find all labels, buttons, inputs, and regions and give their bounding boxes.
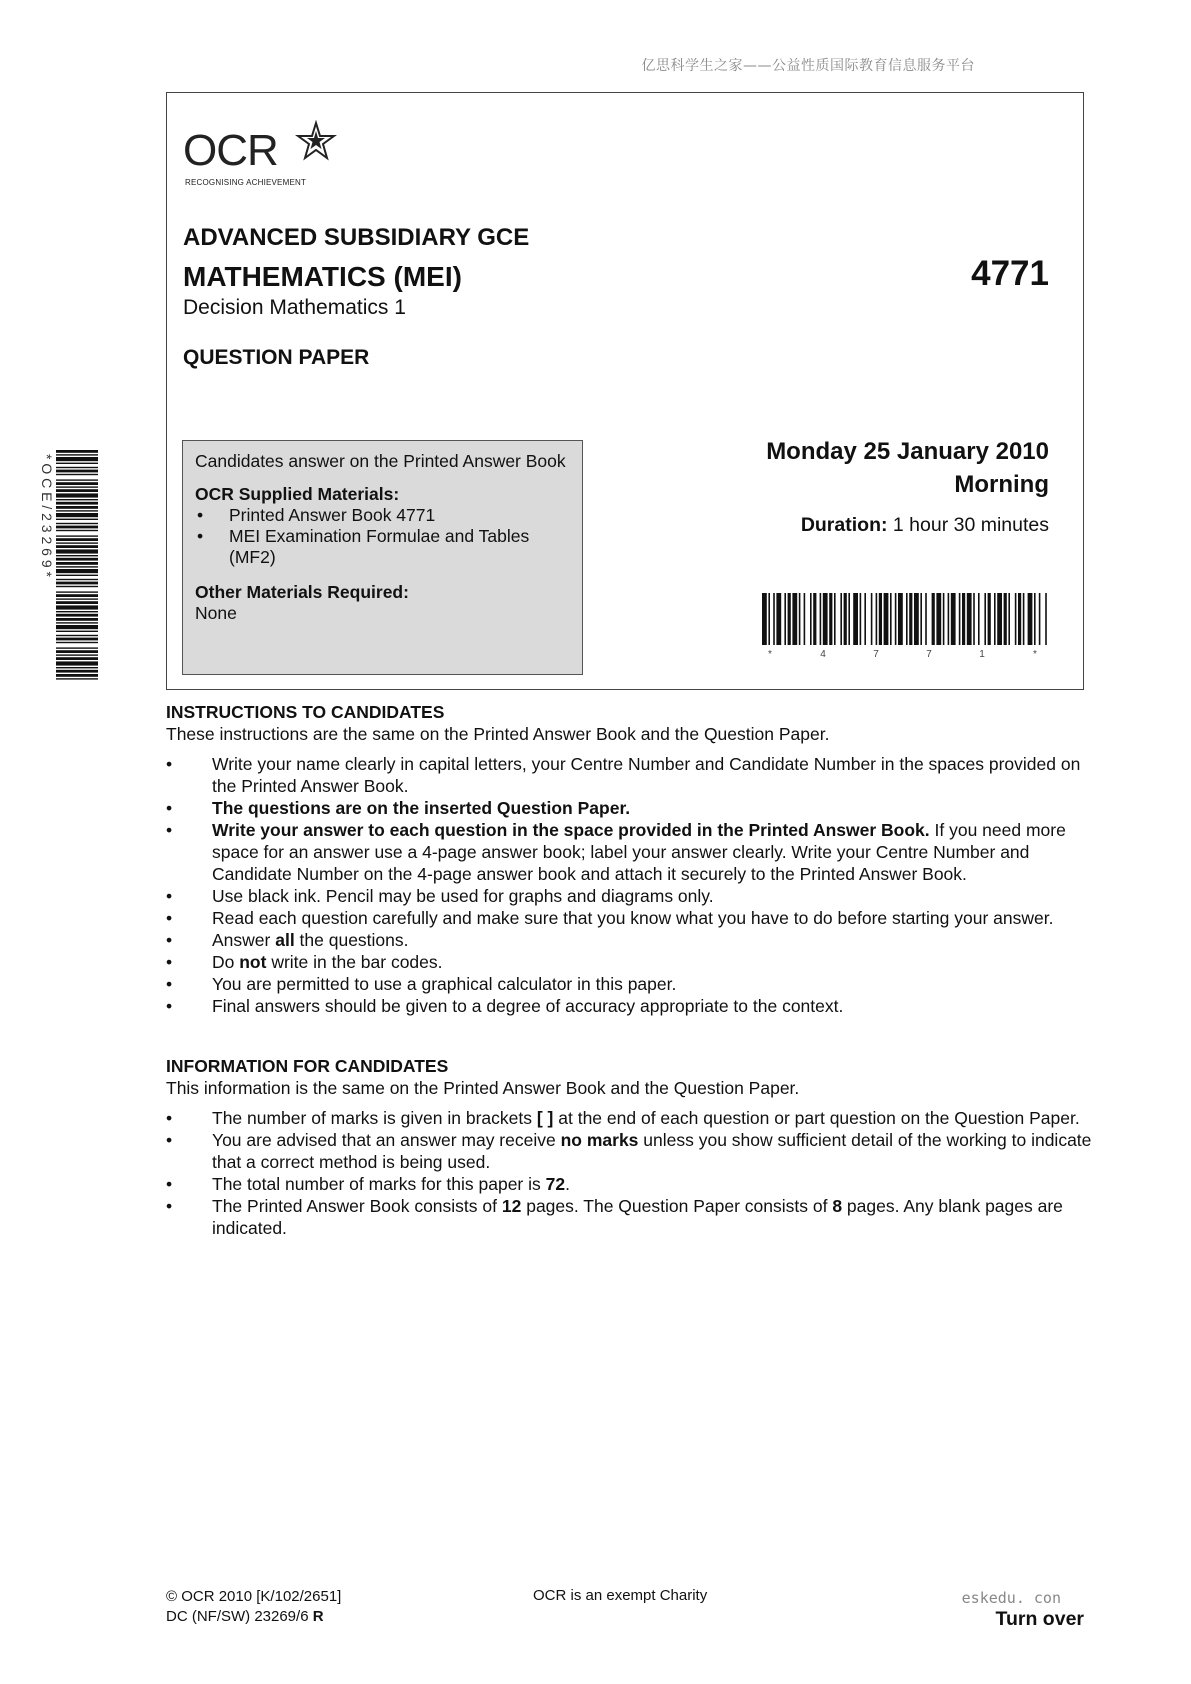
- bullet: •: [166, 930, 173, 950]
- information-text: The Printed Answer Book consists of: [212, 1196, 502, 1216]
- side-barcode-bar: [56, 657, 98, 660]
- instruction-item: [166, 973, 1096, 995]
- side-barcode-bar: [56, 562, 98, 565]
- unit-title: Decision Mathematics 1: [183, 296, 406, 319]
- barcode-bar: [925, 593, 927, 645]
- supplied-list: [195, 505, 570, 568]
- answer-note: Candidates answer on the Printed Answer Book: [195, 451, 566, 471]
- bullet: •: [166, 886, 173, 906]
- side-barcode-bar: [56, 535, 98, 536]
- side-barcode-bar: [56, 674, 98, 677]
- side-barcode-bar: [56, 467, 98, 468]
- barcode: [762, 593, 1047, 658]
- barcode-bar: [994, 593, 996, 645]
- information-tail: pages. Any blank pages are indicated.: [212, 1196, 1063, 1238]
- duration: [801, 514, 1049, 537]
- qualification-level: ADVANCED SUBSIDIARY GCE: [183, 224, 530, 251]
- side-barcode-bar: [56, 545, 98, 548]
- barcode-bar: [810, 593, 812, 645]
- barcode-bar: [848, 593, 850, 645]
- barcode-bar: [804, 593, 806, 645]
- side-barcode-bar: [56, 670, 98, 673]
- information-section: [166, 1055, 1096, 1239]
- side-barcode-bar: [56, 493, 98, 497]
- side-barcode-bar: [56, 506, 98, 509]
- side-barcode-bar: [56, 667, 98, 668]
- barcode-bar: [1034, 593, 1036, 645]
- side-barcode-bar: [56, 650, 98, 653]
- side-barcode-bar: [56, 530, 98, 531]
- instructions-heading: INSTRUCTIONS TO CANDIDATES: [166, 702, 445, 722]
- dc-code-text: DC (NF/SW) 23269/6: [166, 1608, 313, 1625]
- side-barcode-bar: [56, 486, 98, 487]
- barcode-bar: [1028, 593, 1033, 645]
- side-barcode-bar: [56, 661, 98, 665]
- unit-code: 4771: [971, 254, 1049, 293]
- other-heading: Other Materials Required:: [195, 582, 409, 602]
- barcode-bar: [959, 593, 961, 645]
- barcode-digit: *: [768, 649, 772, 658]
- side-barcode-bar: [56, 601, 98, 604]
- side-barcode-bar: [56, 625, 98, 629]
- instruction-emphasis: not: [239, 952, 267, 972]
- instruction-item: [166, 819, 1096, 885]
- side-barcode-bar: [56, 457, 98, 461]
- instruction-text: Do: [212, 952, 240, 972]
- side-barcode-bar: [56, 594, 98, 597]
- instruction-text: Read each question carefully and make sure that you know what you have to do before starting your answer.: [212, 908, 1054, 928]
- side-barcode-bar: [56, 654, 98, 655]
- supplied-heading: OCR Supplied Materials:: [195, 484, 400, 504]
- instruction-item: [166, 797, 1096, 819]
- instruction-emphasis: all: [275, 930, 295, 950]
- barcode-bar: [898, 593, 903, 645]
- barcode-bar: [820, 593, 822, 645]
- barcode-bar: [776, 593, 781, 645]
- paper-type: QUESTION PAPER: [183, 346, 370, 369]
- duration-value: 1 hour 30 minutes: [892, 514, 1049, 536]
- session-text: Morning: [954, 471, 1049, 498]
- bullet: •: [166, 1174, 173, 1194]
- information-emphasis: no marks: [560, 1130, 639, 1150]
- instruction-item: [166, 885, 1096, 907]
- bullet: •: [166, 820, 173, 840]
- information-list: [166, 1107, 1096, 1239]
- turn-over: Turn over: [995, 1608, 1084, 1630]
- bullet: •: [166, 798, 173, 818]
- bullet: •: [166, 952, 173, 972]
- list-item: [195, 505, 570, 526]
- side-barcode-bar: [56, 542, 98, 543]
- information-text: You are advised that an answer may receive: [212, 1130, 561, 1150]
- information-text: The number of marks is given in brackets: [212, 1108, 537, 1128]
- side-barcode-bar: [56, 502, 98, 505]
- bullet: •: [197, 526, 204, 546]
- side-barcode-bar: [56, 575, 98, 576]
- information-text: The total number of marks for this paper is: [212, 1174, 546, 1194]
- side-barcode-bar: [56, 523, 98, 524]
- barcode-digit: *: [1033, 649, 1037, 658]
- information-item: [166, 1173, 1096, 1195]
- instruction-bold: The questions are on the inserted Question Paper.: [212, 798, 631, 818]
- barcode-digit: 4: [820, 649, 826, 658]
- instruction-text: Use black ink. Pencil may be used for graphs and diagrams only.: [212, 886, 714, 906]
- supplied-item: MEI Examination Formulae and Tables (MF2): [229, 526, 530, 567]
- footer-watermark: eskedu. con: [961, 1589, 1061, 1607]
- barcode-bar: [784, 593, 786, 645]
- ocr-logo: [183, 120, 353, 190]
- side-barcode-bar: [56, 642, 98, 643]
- side-barcode-bar: [56, 519, 98, 520]
- barcode-bar: [948, 593, 950, 645]
- side-barcode-bar: [56, 631, 98, 632]
- side-barcode-text: * O C E / 2 3 2 6 9 *: [39, 454, 55, 577]
- side-barcode-bar: [56, 605, 98, 609]
- barcode-digit: 7: [873, 649, 879, 658]
- instruction-item: [166, 951, 1096, 973]
- bullet: •: [197, 505, 204, 525]
- barcode-bar: [997, 593, 1002, 645]
- instruction-text: Answer: [212, 930, 276, 950]
- side-barcode-bar: [56, 513, 98, 517]
- instruction-bold: Write your answer to each question in the space provided in the Printed Answer Book.: [212, 820, 930, 840]
- instruction-text: Write your name clearly in capital letters, your Centre Number and Candidate Number in the spaces provided on the Printed Answer Book.: [212, 754, 1081, 796]
- star-icon: [295, 120, 337, 162]
- side-barcode-bar: [56, 510, 98, 511]
- barcode-bar: [871, 593, 873, 645]
- information-emphasis: 12: [501, 1196, 522, 1216]
- information-emphasis: 8: [832, 1196, 843, 1216]
- barcode-bar: [1015, 593, 1017, 645]
- side-barcode-bar: [56, 555, 98, 556]
- barcode-bar: [762, 593, 767, 645]
- barcode-bar: [844, 593, 847, 645]
- side-barcode-bar: [56, 638, 98, 641]
- information-emphasis: [ ]: [536, 1108, 554, 1128]
- barcode-bar: [813, 593, 816, 645]
- barcode-bar: [860, 593, 862, 645]
- barcode-bar: [1023, 593, 1025, 645]
- side-barcode-bar: [56, 526, 98, 529]
- instruction-item: [166, 929, 1096, 951]
- watermark-top: 亿思科学生之家——公益性质国际教育信息服务平台: [641, 58, 975, 74]
- barcode-bar: [864, 593, 866, 645]
- subject-title: MATHEMATICS (MEI): [183, 261, 462, 292]
- instruction-item: [166, 753, 1096, 797]
- barcode-bar: [906, 593, 908, 645]
- bullet: •: [166, 1130, 173, 1150]
- barcode-bar: [973, 593, 975, 645]
- barcode-bar: [909, 593, 912, 645]
- barcode-bar: [799, 593, 801, 645]
- barcode-bar: [914, 593, 919, 645]
- barcode-bar: [932, 593, 935, 645]
- barcode-bar: [788, 593, 791, 645]
- instruction-text: Final answers should be given to a degree of accuracy appropriate to the context.: [212, 996, 844, 1016]
- side-barcode-bar: [56, 579, 98, 580]
- copyright: © OCR 2010 [K/102/2651]: [166, 1588, 342, 1605]
- barcode-bar: [879, 593, 882, 645]
- supplied-item: Printed Answer Book 4771: [229, 505, 436, 525]
- side-barcode-bar: [56, 598, 98, 599]
- bullet: •: [166, 908, 173, 928]
- information-tail: unless you show sufficient detail of the working to indicate that a correct method is being used.: [212, 1130, 1092, 1172]
- side-barcode-bar: [56, 463, 98, 464]
- information-item: [166, 1195, 1096, 1239]
- instruction-text: You are permitted to use a graphical calculator in this paper.: [212, 974, 677, 994]
- side-barcode-bar: [56, 614, 98, 617]
- barcode-bar: [834, 593, 836, 645]
- charity-note: OCR is an exempt Charity: [533, 1587, 708, 1604]
- barcode-bar: [792, 593, 797, 645]
- barcode-digit: 7: [926, 649, 932, 658]
- footer-codes: [166, 1587, 341, 1627]
- bullet: •: [166, 974, 173, 994]
- instructions-list: [166, 753, 1096, 1017]
- barcode-bar: [1039, 593, 1041, 645]
- barcode-digit: 1: [979, 649, 985, 658]
- instruction-tail: write in the bar codes.: [266, 952, 443, 972]
- side-barcode-bar: [56, 586, 98, 587]
- barcode-bar: [768, 593, 770, 645]
- barcode-bar: [920, 593, 922, 645]
- dc-code: [166, 1607, 341, 1627]
- barcode-bar: [978, 593, 980, 645]
- side-barcode-bar: [56, 622, 98, 623]
- side-barcode-bar: [56, 454, 98, 455]
- barcode-bar: [840, 593, 842, 645]
- barcode-bar: [984, 593, 986, 645]
- barcode-bar: [967, 593, 972, 645]
- barcode-bar: [962, 593, 965, 645]
- instruction-item: [166, 995, 1096, 1017]
- information-tail: .: [565, 1174, 570, 1194]
- side-barcode-bar: [56, 569, 98, 573]
- barcode-bar: [876, 593, 878, 645]
- side-barcode-bar: [56, 558, 98, 561]
- instruction-item: [166, 907, 1096, 929]
- information-item: [166, 1129, 1096, 1173]
- barcode-bar: [1018, 593, 1021, 645]
- instructions-intro: These instructions are the same on the Printed Answer Book and the Question Paper.: [166, 724, 830, 744]
- duration-label: Duration:: [800, 514, 888, 536]
- side-barcode: [38, 450, 98, 680]
- side-barcode-bar: [56, 470, 98, 473]
- exam-date: [766, 435, 1049, 501]
- logo-tagline: RECOGNISING ACHIEVEMENT: [185, 178, 307, 187]
- logo-text: OCR: [183, 126, 278, 175]
- date-text: Monday 25 January 2010: [766, 438, 1049, 465]
- side-barcode-bar: [56, 582, 98, 585]
- side-barcode-bar: [56, 474, 98, 475]
- barcode-bar: [773, 593, 775, 645]
- bullet: •: [166, 754, 173, 774]
- dc-suffix: R: [312, 1608, 324, 1625]
- side-barcode-bar: [56, 450, 98, 453]
- barcode-bar: [943, 593, 945, 645]
- bullet: •: [166, 1196, 173, 1216]
- side-barcode-bar: [56, 549, 98, 553]
- materials-box: [182, 440, 583, 675]
- side-barcode-bar: [56, 489, 98, 492]
- barcode-bar: [936, 593, 941, 645]
- information-emphasis: 72: [545, 1174, 566, 1194]
- side-barcode-bar: [56, 538, 98, 541]
- side-barcode-bar: [56, 618, 98, 621]
- information-item: [166, 1107, 1096, 1129]
- information-intro: This information is the same on the Printed Answer Book and the Question Paper.: [166, 1078, 800, 1098]
- side-barcode-bar: [56, 611, 98, 612]
- other-value: None: [195, 603, 237, 623]
- barcode-bar: [951, 593, 956, 645]
- side-barcode-bar: [56, 566, 98, 567]
- barcode-bar: [1045, 593, 1047, 645]
- barcode-bar: [884, 593, 889, 645]
- barcode-bar: [895, 593, 897, 645]
- side-barcode-bar: [56, 479, 98, 480]
- instructions-section: [166, 701, 1096, 1017]
- barcode-bar: [823, 593, 828, 645]
- list-item: [195, 526, 570, 568]
- bullet: •: [166, 996, 173, 1016]
- barcode-bar: [1004, 593, 1007, 645]
- side-barcode-bar: [56, 591, 98, 592]
- information-heading: INFORMATION FOR CANDIDATES: [166, 1056, 449, 1076]
- side-barcode-bar: [56, 482, 98, 485]
- side-barcode-bar: [56, 499, 98, 500]
- barcode-bar: [829, 593, 832, 645]
- side-barcode-bar: [56, 678, 98, 679]
- barcode-bar: [890, 593, 892, 645]
- instruction-text: If you need more space for an answer use a 4-page answer book; label your answer clearly. Write your Centre Number and Candidate Number on the 4-page answer book and attach it securely to the Printed Answer Book.: [212, 820, 1066, 884]
- side-barcode-bar: [56, 635, 98, 636]
- barcode-bar: [988, 593, 991, 645]
- barcode-bar: [853, 593, 858, 645]
- information-tail: at the end of each question or part question on the Question Paper.: [553, 1108, 1080, 1128]
- instruction-tail: the questions.: [294, 930, 409, 950]
- information-tail: pages. The Question Paper consists of: [521, 1196, 833, 1216]
- bullet: •: [166, 1108, 173, 1128]
- barcode-bar: [1008, 593, 1010, 645]
- side-barcode-bar: [56, 647, 98, 648]
